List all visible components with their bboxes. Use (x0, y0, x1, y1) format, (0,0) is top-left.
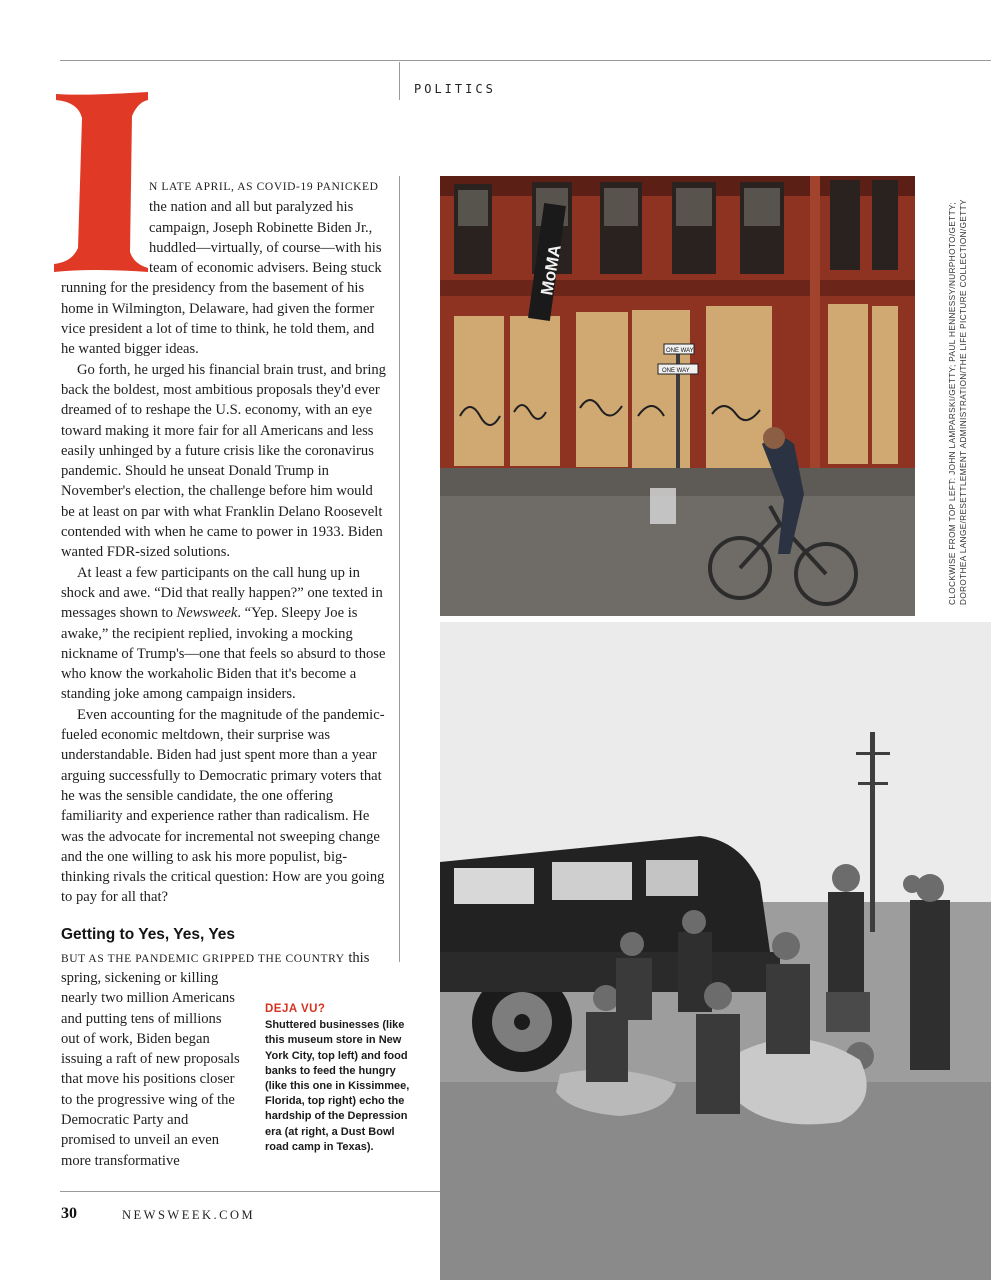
caption-head: DEJA VU? (265, 1003, 326, 1015)
photo-credit (947, 175, 969, 605)
photo-credit-line-2: DOROTHEA LANGE/RESETTLEMENT ADMINISTRATION/THE LIFE PICTURE COLLECTION/GETTY (959, 199, 968, 605)
street-sign-1: ONE WAY (666, 348, 694, 354)
photo-caption (265, 1002, 415, 1155)
photo-credit-line-1: CLOCKWISE FROM TOP LEFT: JOHN LAMPARSKI/GETTY; PAUL HENNESSY/NURPHOTO/GETTY; (948, 202, 957, 605)
publication-name: Newsweek (176, 605, 238, 622)
paragraph-3-b: . “Yep. Sleepy Joe is awake,” the recipient replied, invoking a mocking nickname of Trump's—one that feels so absurd to those who know the workaholic Biden that it's become a standing joke among campaign insiders. (61, 605, 386, 703)
moma-sign: MoMA (537, 243, 565, 297)
paragraph-1-text: the nation and all but paralyzed his campaign, Joseph Robinette Biden Jr., huddled—virtually, of course—with his team of economic advisers. Being stuck running for the presidency from the basement of his home in Wilmington, Delaware, had given the former vice president a lot of time to think, he told them, and he wanted bigger ideas. (61, 199, 382, 358)
subhead: Getting to Yes, Yes, Yes (61, 926, 236, 943)
site-name: NEWSWEEK.COM (122, 1208, 256, 1222)
caption-body: Shuttered businesses (like this museum store in New York City, top left) and food banks to feed the hungry (like this one in Kissimmee, Florida, top right) echo the hardship of the Depression era (at right, a Dust Bowl road camp in Texas). (265, 1019, 410, 1153)
header-divider (399, 62, 400, 100)
paragraph-5-body: spring, sickening or killing nearly two million Americans and putting tens of millions out of work, Biden began issuing a raft of new proposals that move his positions closer to the progressive wing of the Democratic Party and promised to unveil an even more transformative (61, 970, 240, 1169)
paragraph-3-a: At least a few participants on the call hung up in shock and awe. “Did that really happen?” one texted in messages shown to (61, 564, 383, 622)
photo-dust-bowl-camp (440, 622, 991, 1280)
photo-moma-illustration (440, 176, 915, 616)
photo-dust-bowl-illustration (440, 622, 991, 1280)
paragraph-5-smallcaps: BUT AS THE PANDEMIC GRIPPED THE COUNTRY (61, 953, 345, 965)
opening-smallcaps: N LATE APRIL, AS COVID-19 PANICKED (149, 181, 379, 193)
paragraph-5-this: this (344, 950, 370, 966)
paragraph-5-lead (61, 948, 387, 969)
paragraph-4: Even accounting for the magnitude of the pandemic-fueled economic meltdown, their surprise was understandable. Biden had just spent more than a year arguing successfully to Democratic primary voters that he was the sensible candidate, the one offering familiarity and experience rather than radicalism. He was the advocate for incremental not sweeping change and the one willing to ask his more populist, big-thinking rivals the critical question: How are you going to pay for all that? (61, 706, 385, 906)
page-number: 30 (61, 1205, 77, 1222)
drop-cap-space (61, 176, 149, 277)
section-label: POLITICS (414, 82, 496, 96)
header-rule (60, 60, 991, 61)
photo-moma-store (440, 176, 915, 616)
paragraph-3 (61, 563, 387, 705)
footer-rule (60, 1191, 440, 1192)
article-body (61, 176, 387, 908)
paragraph-2: Go forth, he urged his financial brain trust, and bring back the boldest, most ambitious proposals they'd ever dreamed of to reshape the U.S. economy, with an eye toward making it more fair for all Americans and less easily unhinged by a future crisis like the coronavirus pandemic. Should he unseat Donald Trump in November's election, the challenge before him would be at least on par with what Franklin Delano Roosevelt contended with when he came to power in 1933. Biden wanted FDR-sized solutions. (61, 361, 386, 561)
column-rule (399, 176, 400, 962)
street-sign-2: ONE WAY (662, 368, 690, 374)
